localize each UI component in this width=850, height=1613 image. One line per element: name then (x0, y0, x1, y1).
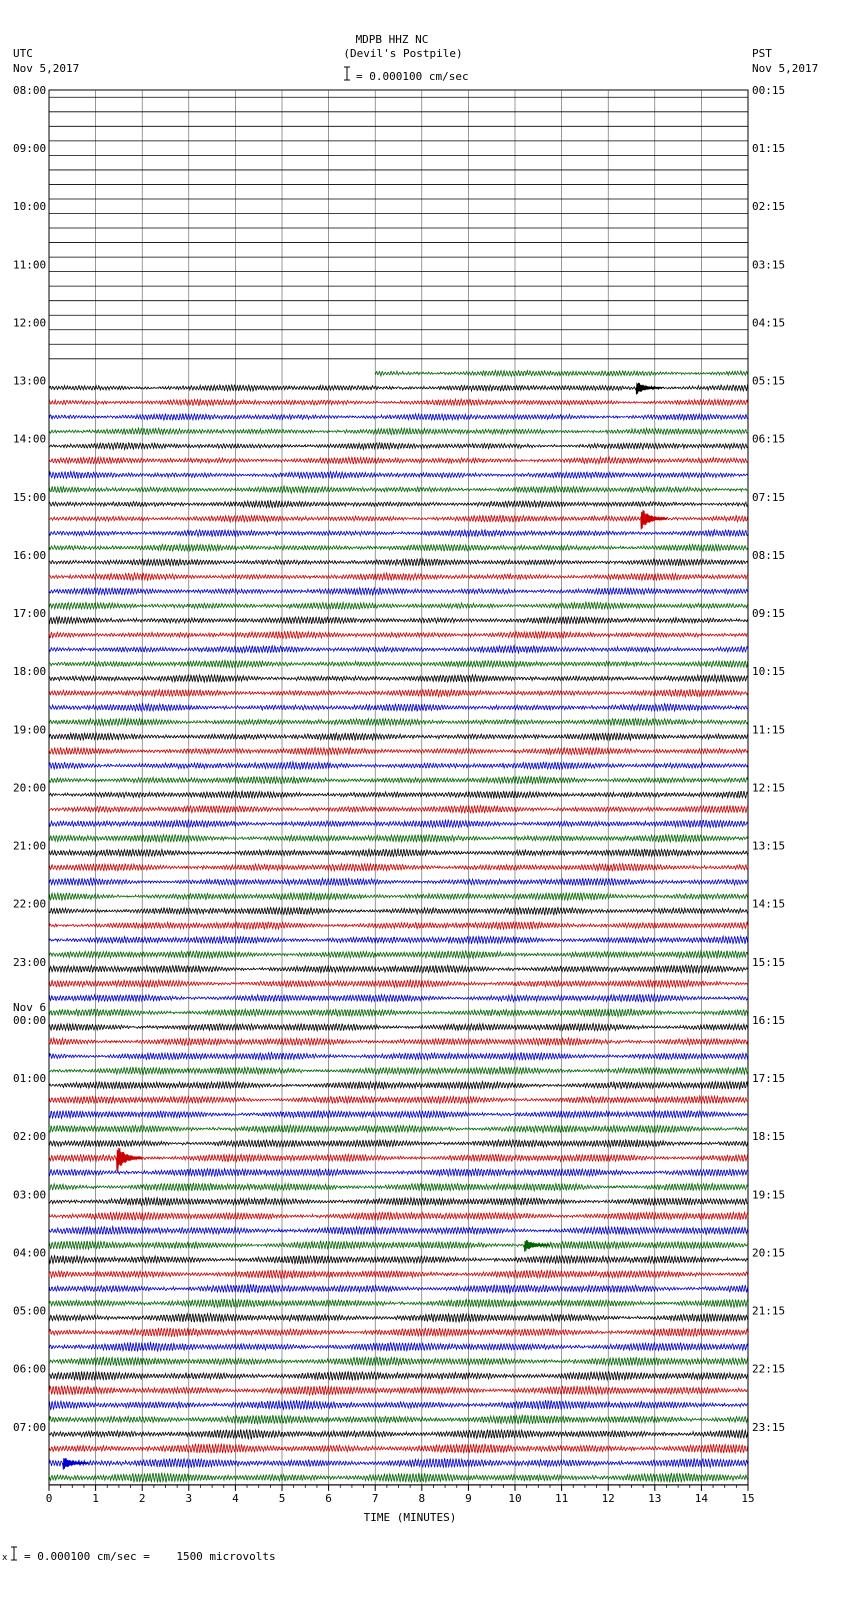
seismic-trace (49, 820, 748, 828)
seismic-trace (49, 602, 748, 609)
utc-hour-label: 15:00 (13, 490, 47, 504)
seismic-trace (49, 1357, 748, 1366)
pst-hour-label: 19:15 (752, 1188, 786, 1202)
right-timezone: PST (752, 47, 772, 60)
footer-scale-prefix: x (2, 1553, 8, 1563)
x-tick-label: 15 (741, 1491, 755, 1505)
seismic-trace (49, 428, 748, 435)
header-scale-bar (344, 67, 350, 80)
seismic-trace (49, 1226, 748, 1235)
pst-hour-label: 06:15 (752, 432, 786, 446)
x-tick-label: 5 (278, 1491, 286, 1505)
seismic-trace (49, 1125, 748, 1133)
pst-hour-label: 01:15 (752, 142, 786, 156)
seismic-trace (49, 834, 748, 842)
utc-hour-label: 01:00 (13, 1072, 47, 1086)
utc-hour-label: 05:00 (13, 1304, 47, 1318)
seismic-trace (49, 1023, 748, 1030)
seismic-trace (49, 1241, 748, 1249)
seismic-trace (49, 399, 748, 406)
seismic-trace (49, 1212, 748, 1220)
seismic-trace (49, 1444, 748, 1454)
utc-hour-label: 07:00 (13, 1420, 47, 1434)
pst-hour-label: 21:15 (752, 1304, 786, 1318)
seismic-trace (49, 646, 748, 653)
seismic-trace (49, 660, 748, 668)
seismic-trace (49, 1038, 748, 1046)
x-axis (46, 1485, 755, 1505)
x-tick-label: 7 (371, 1491, 379, 1505)
seismic-trace (49, 530, 748, 537)
seismic-trace (49, 864, 748, 872)
utc-hour-label: 09:00 (13, 142, 47, 156)
seismic-trace (49, 558, 748, 566)
utc-hour-label: 03:00 (13, 1188, 47, 1202)
seismic-trace (49, 544, 748, 551)
seismic-trace (49, 1183, 748, 1191)
seismic-trace (49, 907, 748, 915)
utc-hour-label: 00:00 (13, 1013, 47, 1027)
utc-hour-label: 18:00 (13, 665, 47, 679)
date-change-label: Nov 6 (13, 1000, 47, 1014)
seismic-trace (49, 1386, 748, 1396)
seismic-trace (49, 472, 748, 479)
seismic-trace (49, 704, 748, 712)
pst-hour-label: 16:15 (752, 1013, 786, 1027)
seismic-trace (49, 951, 748, 959)
seismic-trace (49, 849, 748, 857)
seismic-trace (49, 1052, 748, 1060)
x-tick-label: 9 (465, 1491, 472, 1505)
x-tick-label: 3 (185, 1491, 193, 1505)
seismic-trace (49, 1313, 748, 1322)
seismic-trace (49, 1371, 748, 1380)
seismic-trace (49, 588, 748, 596)
seismic-trace (49, 1400, 748, 1409)
seismic-trace (49, 980, 748, 988)
seismic-trace (49, 689, 748, 697)
seismic-trace (49, 965, 748, 973)
seismic-trace (49, 675, 748, 683)
pst-hour-label: 14:15 (752, 897, 786, 911)
pst-hour-label: 08:15 (752, 548, 786, 562)
seismic-trace (49, 994, 748, 1002)
seismic-trace (49, 733, 748, 741)
utc-hour-label: 13:00 (13, 374, 47, 388)
pst-hour-label: 10:15 (752, 665, 786, 679)
pst-hour-label: 09:15 (752, 607, 786, 621)
utc-hour-labels (13, 84, 46, 1434)
x-axis-title: TIME (MINUTES) (363, 1511, 457, 1524)
x-tick-label: 4 (232, 1491, 239, 1505)
utc-hour-label: 16:00 (13, 548, 47, 562)
utc-hour-label: 23:00 (13, 955, 47, 969)
seismic-trace (49, 1067, 748, 1075)
seismic-trace (49, 1342, 748, 1352)
pst-hour-label: 05:15 (752, 374, 786, 388)
pst-hour-label: 13:15 (752, 839, 786, 853)
seismic-trace (49, 1096, 748, 1104)
utc-hour-label: 22:00 (13, 897, 47, 911)
seismic-event (641, 510, 667, 529)
seismic-trace (49, 1082, 748, 1090)
seismic-trace (49, 1270, 748, 1279)
seismic-event (524, 1240, 550, 1252)
footer-scale-label: = 0.000100 cm/sec = 1500 microvolts (24, 1550, 276, 1563)
seismic-trace (49, 486, 748, 493)
utc-hour-label: 17:00 (13, 607, 47, 621)
utc-hour-label: 12:00 (13, 316, 47, 330)
seismic-trace (49, 1299, 748, 1308)
pst-hour-label: 02:15 (752, 200, 786, 214)
utc-hour-label: 06:00 (13, 1362, 47, 1376)
seismic-trace (49, 747, 748, 755)
seismic-trace (49, 443, 748, 450)
pst-hour-label: 15:15 (752, 955, 786, 969)
seismic-event (636, 383, 662, 395)
seismic-trace (49, 1009, 748, 1017)
x-tick-label: 10 (508, 1491, 522, 1505)
left-timezone: UTC (13, 47, 33, 60)
station-title: MDPB HHZ NC (355, 33, 429, 46)
pst-hour-labels (752, 84, 785, 1434)
x-tick-label: 14 (694, 1491, 709, 1505)
seismic-trace (49, 1256, 748, 1264)
seismic-trace (49, 762, 748, 770)
x-tick-label: 0 (45, 1491, 53, 1505)
seismic-trace (49, 805, 748, 813)
utc-hour-label: 08:00 (13, 84, 47, 97)
seismic-event (63, 1458, 89, 1470)
pst-hour-label: 11:15 (752, 723, 786, 737)
utc-hour-label: 20:00 (13, 781, 47, 795)
utc-hour-label: 14:00 (13, 432, 47, 446)
pst-hour-label: 00:15 (752, 84, 786, 97)
pst-hour-label: 17:15 (752, 1072, 786, 1086)
utc-hour-label: 04:00 (13, 1246, 47, 1260)
seismic-trace (49, 1429, 748, 1438)
x-tick-label: 8 (418, 1491, 426, 1505)
seismic-trace (49, 936, 748, 944)
x-tick-label: 11 (554, 1491, 569, 1505)
seismic-trace (49, 1284, 748, 1293)
header-scale-label: = 0.000100 cm/sec (356, 70, 469, 83)
seismic-traces (49, 97, 748, 1482)
pst-hour-label: 18:15 (752, 1130, 786, 1144)
seismic-trace (49, 457, 748, 464)
seismic-trace (49, 1110, 748, 1118)
seismic-trace (49, 1415, 748, 1424)
left-date: Nov 5,2017 (13, 62, 80, 75)
x-tick-label: 6 (325, 1491, 332, 1505)
seismic-trace (49, 1458, 748, 1468)
seismic-trace (49, 922, 748, 929)
pst-hour-label: 07:15 (752, 490, 786, 504)
seismic-trace (49, 573, 748, 580)
seismic-event (117, 1148, 143, 1171)
right-date: Nov 5,2017 (752, 62, 819, 75)
utc-hour-label: 02:00 (13, 1130, 47, 1144)
pst-hour-label: 20:15 (752, 1246, 786, 1260)
pst-hour-label: 04:15 (752, 316, 786, 330)
seismic-trace (49, 1328, 748, 1337)
footer-scale-bar (11, 1547, 17, 1560)
utc-hour-label: 19:00 (13, 723, 47, 737)
utc-hour-label: 10:00 (13, 200, 47, 214)
station-location: (Devil's Postpile) (343, 47, 463, 60)
utc-hour-label: 21:00 (13, 839, 47, 853)
seismic-trace (49, 617, 748, 625)
x-tick-label: 1 (92, 1491, 99, 1505)
x-tick-label: 13 (648, 1491, 662, 1505)
seismic-trace (49, 878, 748, 886)
seismic-trace (49, 1154, 748, 1162)
pst-hour-label: 22:15 (752, 1362, 786, 1376)
seismic-trace (49, 791, 748, 799)
seismic-trace (49, 1197, 748, 1206)
seismic-trace (49, 893, 748, 901)
pst-hour-label: 03:15 (752, 258, 786, 272)
seismic-trace (49, 718, 748, 726)
utc-hour-label: 11:00 (13, 258, 47, 272)
seismic-trace (49, 1169, 748, 1177)
seismic-trace (49, 1473, 748, 1483)
seismic-trace (49, 414, 748, 421)
seismic-trace (49, 501, 748, 508)
seismic-trace (49, 631, 748, 638)
seismic-trace (49, 776, 748, 784)
x-tick-label: 2 (138, 1491, 146, 1505)
pst-hour-label: 23:15 (752, 1420, 786, 1434)
x-tick-label: 12 (601, 1491, 615, 1505)
pst-hour-label: 12:15 (752, 781, 786, 795)
seismic-trace (49, 1140, 748, 1148)
